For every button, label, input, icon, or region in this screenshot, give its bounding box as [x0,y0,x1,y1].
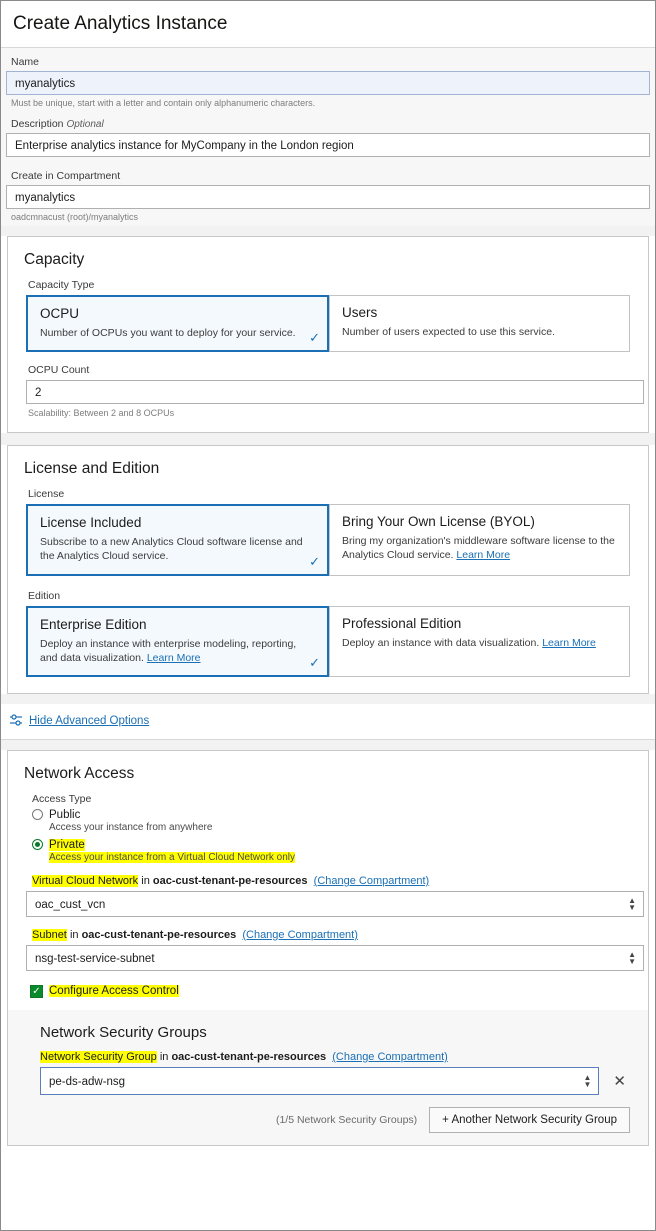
edition-card-enterprise-desc [40,637,315,665]
edition-card-professional[interactable] [329,606,630,677]
nsg-panel-title: Network Security Groups [40,1023,207,1041]
ocpu-count-input[interactable]: 2 [26,380,644,404]
edition-professional-learn-more-link[interactable]: Learn More [542,636,596,649]
access-type-label: Access Type [32,792,92,805]
add-another-nsg-button[interactable]: + Another Network Security Group [429,1107,630,1133]
capacity-card-users-desc: Number of users expected to use this service. [342,326,556,338]
configure-access-control-label: Configure Access Control [49,985,179,998]
sliders-icon [9,714,23,729]
edition-card-professional-desc-text: Deploy an instance with data visualization. [342,636,540,649]
nsg-select-row [8,1067,648,1095]
access-type-private-sub-text: Access your instance from a Virtual Cloud Network only [49,851,296,863]
capacity-card-users-title: Users [342,305,378,320]
subnet-label: Subnet [32,928,67,941]
license-cards [26,504,630,575]
vcn-label: Virtual Cloud Network [32,874,139,887]
name-label: Name [11,56,40,68]
edition-card-professional-desc [342,636,617,650]
vcn-select-wrap [26,891,644,917]
compartment-input[interactable]: myanalytics [6,185,650,209]
nsg-label-line [8,1051,648,1063]
description-field-group [1,118,655,159]
check-icon: ✓ [309,553,320,569]
radio-private-icon[interactable] [32,839,43,850]
subnet-compartment: oac-cust-tenant-pe-resources [81,928,237,941]
spacer [8,971,648,985]
spacer [8,418,648,432]
edition-label: Edition [28,589,61,602]
subnet-in-text: in [69,928,79,941]
subnet-label-line [8,929,648,941]
vcn-change-compartment-link[interactable]: (Change Compartment) [313,874,430,887]
nsg-select[interactable]: pe-ds-adw-nsg [40,1067,599,1095]
compartment-field-group [1,170,655,226]
nsg-compartment: oac-cust-tenant-pe-resources [171,1050,327,1063]
nsg-count-text: (1/5 Network Security Groups) [275,1113,418,1126]
radio-public-icon[interactable] [32,809,43,820]
check-icon: ✓ [309,654,320,670]
license-card-included-title: License Included [40,515,142,531]
spacer [1,159,655,170]
edition-card-enterprise-desc-text: Deploy an instance with enterprise modeling, reporting, and data visualization. [40,637,297,664]
nsg-footer [8,1095,648,1145]
license-card-byol-title: Bring Your Own License (BYOL) [342,514,535,530]
name-field-group [1,56,655,110]
license-byol-learn-more-link[interactable]: Learn More [456,549,511,562]
capacity-title: Capacity [24,251,85,268]
access-type-public-sub: Access your instance from anywhere [49,821,213,833]
network-access-section [7,750,649,1010]
license-card-byol-desc-text: Bring my organization's middleware software license to the Analytics Cloud service. [342,535,615,562]
spacer [1,433,655,445]
subnet-change-compartment-link[interactable]: (Change Compartment) [242,928,358,941]
close-icon[interactable]: ✕ [613,1072,626,1090]
access-type-private-sub [8,852,648,863]
edition-enterprise-learn-more-link[interactable]: Learn More [146,651,201,664]
license-label: License [28,488,65,501]
nsg-change-compartment-link[interactable]: (Change Compartment) [332,1050,448,1063]
access-type-public-label: Public [49,808,81,821]
vcn-select[interactable]: oac_cust_vcn [26,891,644,917]
spacer [1,694,655,704]
spacer [8,677,648,693]
spacer [8,352,648,364]
license-card-included[interactable] [26,504,329,575]
edition-cards [26,606,630,677]
chevron-updown-icon: ▲ ▼ [628,949,636,966]
description-label-text: Description [11,118,64,130]
page-title: Create Analytics Instance [13,13,228,34]
capacity-section [7,236,649,433]
spacer [8,576,648,590]
advanced-options-toggle[interactable] [1,704,655,739]
capacity-type-label: Capacity Type [28,279,95,291]
compartment-hint: oadcmnacust (root)/myanalytics [11,212,139,222]
vcn-compartment: oac-cust-tenant-pe-resources [152,874,308,887]
ocpu-count-hint: Scalability: Between 2 and 8 OCPUs [28,408,175,419]
license-card-included-desc: Subscribe to a new Analytics Cloud software license and the Analytics Cloud service. [40,536,303,563]
access-type-public-option[interactable] [8,809,648,821]
subnet-select[interactable]: nsg-test-service-subnet [26,945,644,971]
name-input[interactable]: myanalytics [6,71,650,95]
spacer [1,48,655,56]
capacity-card-ocpu[interactable] [26,295,329,352]
edition-card-enterprise[interactable] [26,606,329,677]
chevron-updown-icon: ▲ ▼ [583,1072,592,1089]
capacity-card-users[interactable] [329,295,630,352]
capacity-card-ocpu-desc: Number of OCPUs you want to deploy for your service. [40,327,296,339]
check-icon: ✓ [309,330,320,346]
nsg-in-text: in [159,1050,169,1063]
spacer [8,863,648,875]
access-type-private-label: Private [49,838,85,851]
license-card-byol[interactable] [329,504,630,575]
ocpu-count-label: OCPU Count [28,364,90,377]
access-type-private-option[interactable] [8,839,648,851]
spacer [1,226,655,236]
spacer [8,998,648,1010]
vcn-in-text: in [141,874,150,887]
edition-card-professional-title: Professional Edition [342,615,462,631]
description-input[interactable]: Enterprise analytics instance for MyCompany in the London region [6,133,650,157]
license-section [7,445,649,694]
capacity-card-ocpu-title: OCPU [40,306,80,321]
chevron-updown-icon: ▲ ▼ [628,895,636,912]
spacer [1,740,655,750]
edition-card-enterprise-title: Enterprise Edition [40,616,147,632]
description-label [1,118,655,133]
network-access-title: Network Access [24,764,135,782]
capacity-type-cards [26,295,630,352]
configure-access-control-row[interactable] [8,985,648,998]
advanced-options-label[interactable]: Hide Advanced Options [29,715,150,728]
nsg-label: Network Security Group [40,1050,157,1063]
spacer [8,917,648,929]
checkbox-checked-icon[interactable]: ✓ [30,985,43,998]
compartment-label: Create in Compartment [11,170,121,182]
subnet-select-wrap [26,945,644,971]
name-hint: Must be unique, start with a letter and contain only alphanumeric characters. [11,98,316,108]
nsg-select-wrap [40,1067,599,1095]
vcn-label-line [8,875,648,887]
description-optional: Optional [66,119,104,130]
license-card-byol-desc [342,534,617,562]
network-security-groups-panel [7,1010,649,1146]
spacer [1,110,655,118]
license-title: License and Edition [24,460,160,478]
